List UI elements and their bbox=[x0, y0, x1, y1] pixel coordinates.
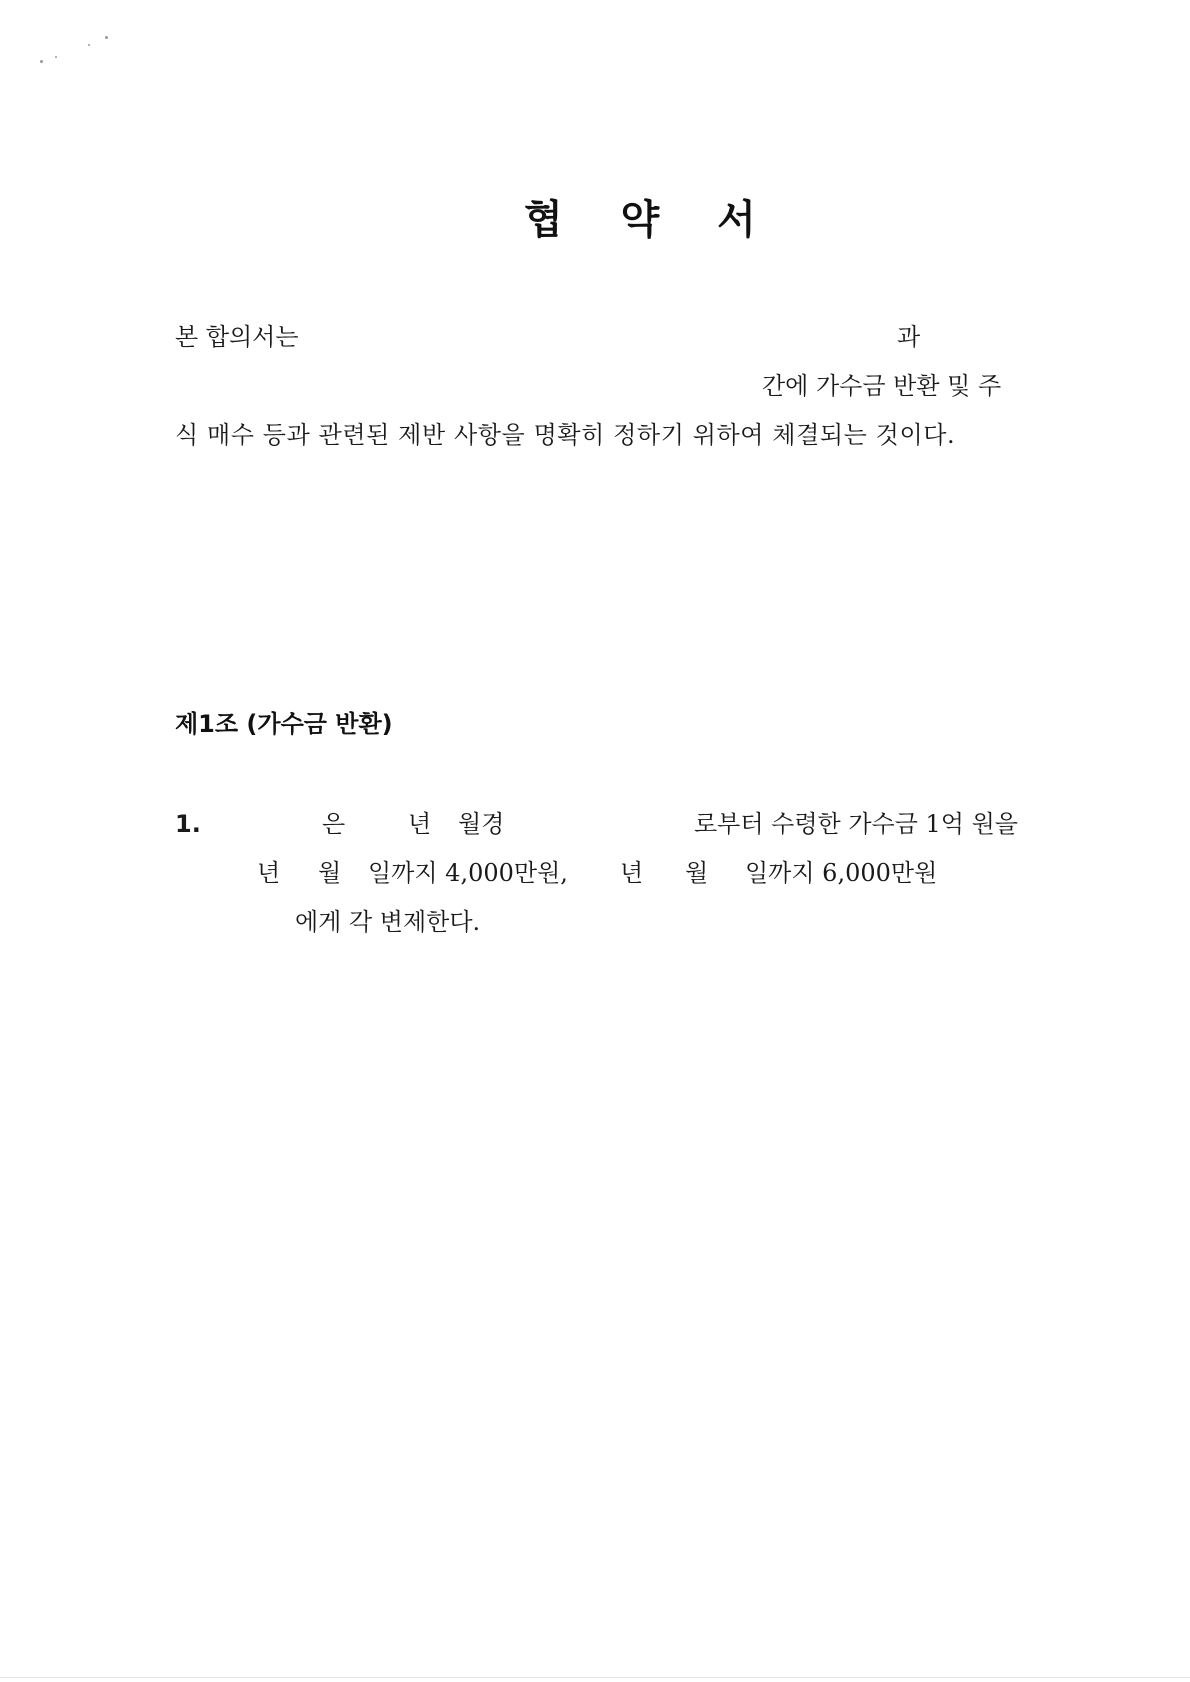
item-text: 로부터 수령한 가수금 1억 원을 bbox=[694, 810, 1018, 838]
scan-artifact bbox=[88, 44, 90, 46]
item-text: 은 bbox=[322, 810, 346, 838]
item-text: 월 bbox=[318, 859, 342, 887]
item-text: 월 bbox=[685, 859, 709, 887]
item-number: 1. bbox=[175, 810, 201, 838]
item-text: 년 bbox=[408, 810, 432, 838]
intro-line2: 간에 가수금 반환 및 주 bbox=[762, 372, 1002, 400]
item-text: 일까지 6,000만원 bbox=[745, 859, 938, 887]
scan-artifact bbox=[55, 56, 57, 58]
item-text: 에게 각 변제한다. bbox=[295, 908, 481, 936]
intro-line3: 식 매수 등과 관련된 제반 사항을 명확히 정하기 위하여 체결되는 것이다. bbox=[175, 421, 956, 449]
scan-artifact bbox=[40, 60, 43, 63]
item-text: 월경 bbox=[458, 810, 505, 838]
scan-artifact bbox=[105, 36, 108, 39]
intro-line1-end: 과 bbox=[897, 323, 921, 351]
item-text: 년 bbox=[257, 859, 281, 887]
document-title: 협 약 서 bbox=[524, 197, 778, 243]
page-edge bbox=[0, 1677, 1190, 1678]
item-text: 년 bbox=[620, 859, 644, 887]
intro-line1-start: 본 합의서는 bbox=[175, 323, 299, 351]
item-text: 일까지 4,000만원, bbox=[368, 859, 568, 887]
article-heading: 제1조 (가수금 반환) bbox=[175, 710, 393, 738]
